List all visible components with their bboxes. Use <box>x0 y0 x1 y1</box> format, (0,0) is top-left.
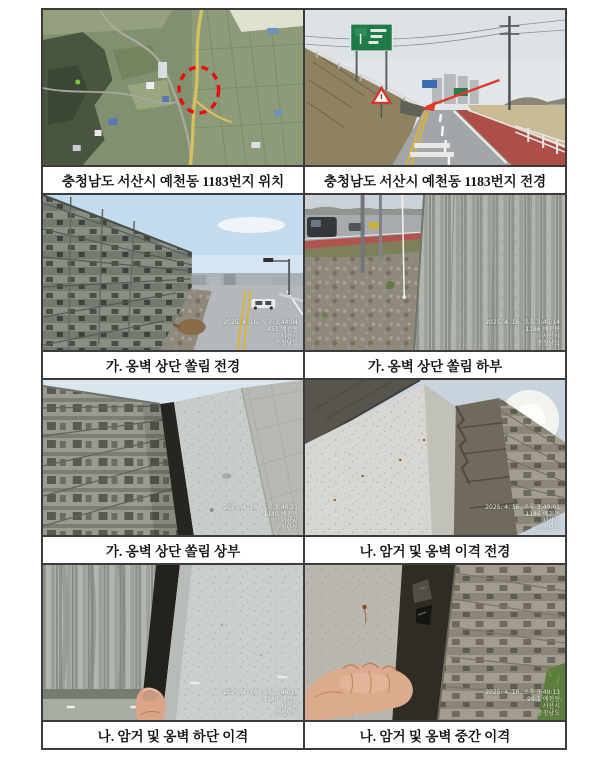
caption-panorama: 충청남도 서산시 예천동 1183번지 전경 <box>304 166 566 194</box>
caption-wall-front: 가. 옹벽 상단 쏠림 전경 <box>42 351 304 379</box>
satellite-photo <box>43 10 303 165</box>
photo-watermark: 2025. 4. 16. 오후 3:49:01 1186 예천동 서산시 충청남도 <box>485 504 560 532</box>
photo-cell-corner <box>304 379 566 536</box>
caption-location: 충청남도 서산시 예천동 1183번지 위치 <box>42 166 304 194</box>
lower-gap-photo <box>43 565 303 720</box>
photo-watermark: 2025. 4. 16. 오후 3:44:04 451 예천동 서산시 충청남도 <box>223 319 298 347</box>
photo-watermark: 2025. 4. 16. 오후 3:46:21 1140 예천동 서산시 충청남도 <box>223 504 298 532</box>
photo-cell-lower-gap <box>42 564 304 721</box>
caption-wall-base: 가. 옹벽 상단 쏠림 하부 <box>304 351 566 379</box>
caption-wall-top: 가. 옹벽 상단 쏠림 상부 <box>42 536 304 564</box>
photo-cell-panorama <box>304 9 566 166</box>
photo-cell-wall-base <box>304 194 566 351</box>
road-panorama-photo <box>305 10 565 165</box>
caption-middle-gap: 나. 암거 및 옹벽 중간 이격 <box>304 721 566 749</box>
wall-top-photo <box>43 380 303 535</box>
photo-watermark: 2025. 4. 16. 오후 3:45:14 1186 예천동 서산시 충청남도 <box>485 319 560 347</box>
wall-base-photo <box>305 195 565 350</box>
caption-corner: 나. 암거 및 옹벽 이격 전경 <box>304 536 566 564</box>
corner-photo <box>305 380 565 535</box>
caption-lower-gap: 나. 암거 및 옹벽 하단 이격 <box>42 721 304 749</box>
photo-cell-wall-top <box>42 379 304 536</box>
photo-watermark: 2025. 4. 16. 오후 3:46:15 1140 예천동 서산시 충청남도 <box>223 689 298 717</box>
road-panorama-image <box>305 10 565 165</box>
wall-front-photo <box>43 195 303 350</box>
satellite-map-image <box>43 10 303 165</box>
middle-gap-photo <box>305 565 565 720</box>
photo-cell-middle-gap <box>304 564 566 721</box>
photo-cell-wall-front <box>42 194 304 351</box>
photo-cell-satellite <box>42 9 304 166</box>
photo-watermark: 2025. 4. 16. 오후 3:49:13 99-1 예천동 서산시 충청남도 <box>485 689 560 717</box>
photo-report-table <box>41 8 567 750</box>
